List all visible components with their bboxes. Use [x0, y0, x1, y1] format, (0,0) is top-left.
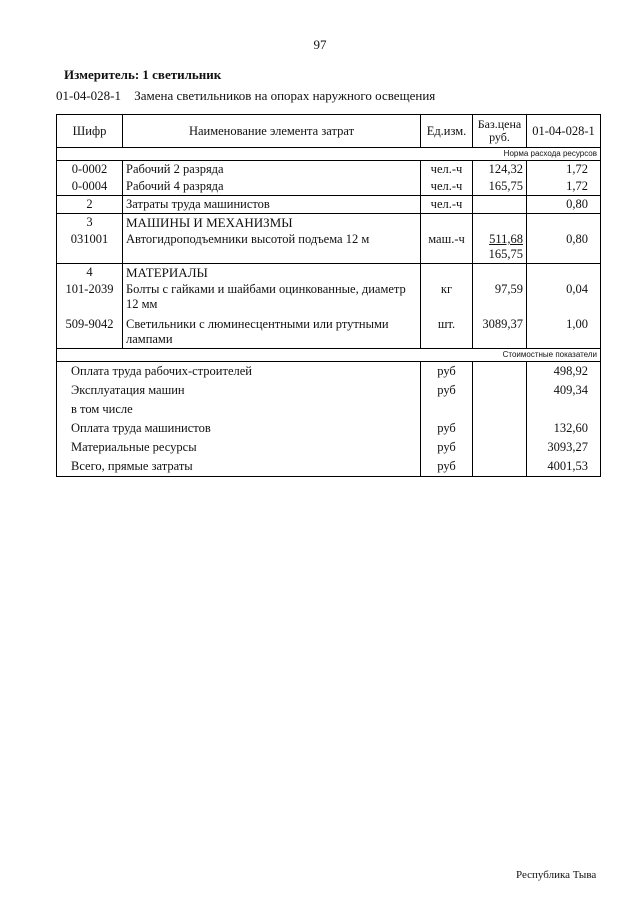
- row-unit: шт.: [421, 313, 473, 349]
- table-header-row: [57, 115, 601, 148]
- row-price: [473, 196, 527, 214]
- row-value: 0,80: [527, 231, 601, 264]
- row-value: 1,72: [527, 161, 601, 179]
- meter-value: 1 светильник: [142, 67, 222, 82]
- row-price: [473, 231, 527, 264]
- summary-name: Оплата труда машинистов: [57, 419, 421, 438]
- cost-label-row: [57, 349, 601, 362]
- summary-unit: руб: [421, 438, 473, 457]
- section-code: 4: [57, 264, 123, 282]
- header-name: Наименование элемента затрат: [123, 115, 421, 148]
- row-price: 3089,37: [473, 313, 527, 349]
- row-code: 2: [57, 196, 123, 214]
- footer-region: Республика Тыва: [516, 869, 597, 881]
- row-code: 509-9042: [57, 313, 123, 349]
- summary-row: [57, 381, 601, 400]
- header-price: Баз.цена руб.: [473, 115, 527, 148]
- row-code: 0-0002: [57, 161, 123, 179]
- row-price-primary: 511,68: [489, 232, 523, 246]
- section-code: 3: [57, 214, 123, 232]
- summary-row: [57, 400, 601, 419]
- row-unit: чел.-ч: [421, 196, 473, 214]
- row-name: Рабочий 2 разряда: [123, 161, 421, 179]
- summary-name: Оплата труда рабочих-строителей: [57, 362, 421, 382]
- row-price-secondary: 165,75: [488, 247, 523, 261]
- table-row: [57, 231, 601, 264]
- summary-value: 3093,27: [527, 438, 601, 457]
- section-row: [57, 214, 601, 232]
- row-unit: маш.-ч: [421, 231, 473, 264]
- row-unit: кг: [421, 281, 473, 313]
- summary-name: Всего, прямые затраты: [57, 457, 421, 477]
- row-code: 031001: [57, 231, 123, 264]
- row-value: 1,00: [527, 313, 601, 349]
- meter-line: [64, 67, 221, 83]
- summary-value: 409,34: [527, 381, 601, 400]
- row-name: Затраты труда машинистов: [123, 196, 421, 214]
- item-heading: [56, 88, 435, 104]
- table-row: [57, 196, 601, 214]
- summary-row: [57, 457, 601, 477]
- section-title: МАШИНЫ И МЕХАНИЗМЫ: [123, 214, 421, 232]
- row-unit: чел.-ч: [421, 161, 473, 179]
- section-title: МАТЕРИАЛЫ: [123, 264, 421, 282]
- summary-value: [527, 400, 601, 419]
- table-row: [57, 281, 601, 313]
- summary-row: [57, 419, 601, 438]
- row-price: 124,32: [473, 161, 527, 179]
- cost-label: Стоимостные показатели: [57, 349, 601, 362]
- header-unit: Ед.изм.: [421, 115, 473, 148]
- summary-value: 132,60: [527, 419, 601, 438]
- item-title: Замена светильников на опорах наружного освещения: [134, 88, 436, 103]
- row-name: Светильники с люминесцентными или ртутными лампами: [123, 313, 421, 349]
- page-number: 97: [313, 37, 327, 52]
- summary-name: Эксплуатация машин: [57, 381, 421, 400]
- row-name: Болты с гайками и шайбами оцинкованные, диаметр 12 мм: [123, 281, 421, 313]
- table-row: [57, 161, 601, 179]
- summary-value: 498,92: [527, 362, 601, 382]
- norm-label: Норма расхода ресурсов: [57, 148, 601, 161]
- summary-row: [57, 438, 601, 457]
- summary-unit: [421, 400, 473, 419]
- summary-name: в том числе: [57, 400, 421, 419]
- meter-label: Измеритель:: [64, 67, 140, 82]
- row-name: Автогидроподъемники высотой подъема 12 м: [123, 231, 421, 264]
- item-code: 01-04-028-1: [56, 88, 121, 103]
- summary-unit: руб: [421, 362, 473, 382]
- summary-unit: руб: [421, 419, 473, 438]
- row-code: 0-0004: [57, 178, 123, 196]
- section-row: [57, 264, 601, 282]
- header-code: Шифр: [57, 115, 123, 148]
- summary-name: Материальные ресурсы: [57, 438, 421, 457]
- table-row: [57, 313, 601, 349]
- table-row: [57, 178, 601, 196]
- row-price: 97,59: [473, 281, 527, 313]
- cost-table: [56, 114, 601, 477]
- row-value: 0,80: [527, 196, 601, 214]
- norm-label-row: [57, 148, 601, 161]
- row-unit: чел.-ч: [421, 178, 473, 196]
- row-price: 165,75: [473, 178, 527, 196]
- row-name: Рабочий 4 разряда: [123, 178, 421, 196]
- row-code: 101-2039: [57, 281, 123, 313]
- summary-unit: руб: [421, 457, 473, 477]
- summary-value: 4001,53: [527, 457, 601, 477]
- row-value: 1,72: [527, 178, 601, 196]
- header-value: 01-04-028-1: [527, 115, 601, 148]
- row-value: 0,04: [527, 281, 601, 313]
- summary-unit: руб: [421, 381, 473, 400]
- summary-row: [57, 362, 601, 382]
